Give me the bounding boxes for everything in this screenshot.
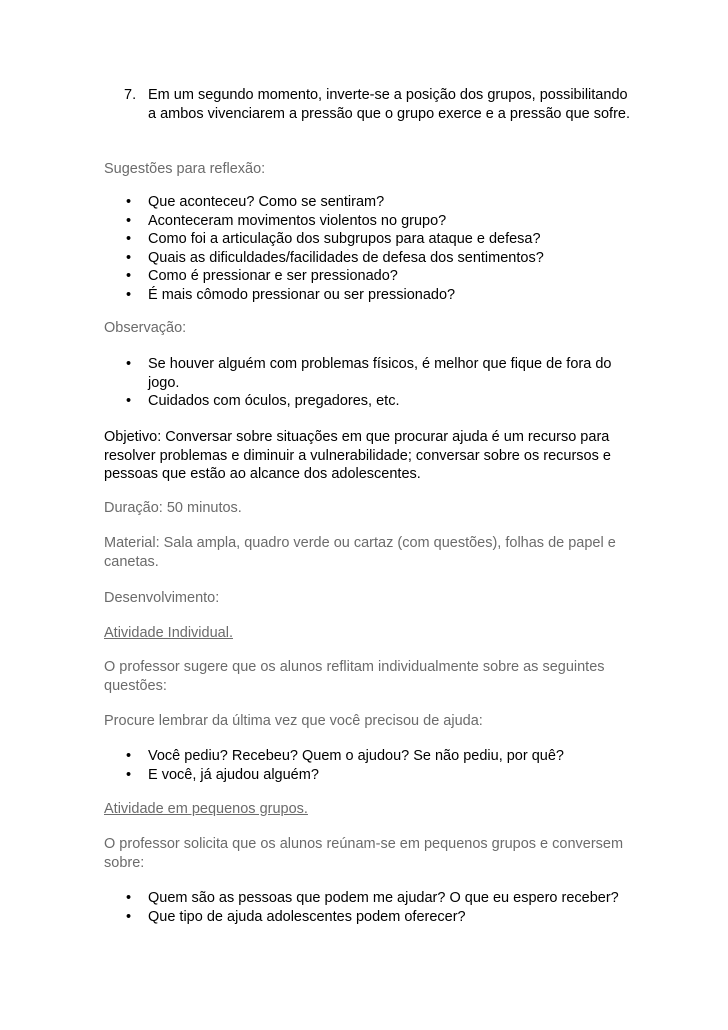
list-item: • Se houver alguém com problemas físicos, é melhor que fique de fora do jogo. <box>126 356 612 391</box>
duration-text: Duração: 50 minutos. <box>104 500 242 516</box>
list-number: 7. <box>124 87 137 103</box>
group-activity-intro: O professor solicita que os alunos reúnam-se em pequenos grupos e conversem sobre: <box>104 836 624 871</box>
list-item-text: Em um segundo momento, inverte-se a posição dos grupos, possibilitando a ambos vivenciarem a pressão que o grupo exerce e a pressão que sofre. <box>148 87 630 122</box>
bullet-icon: • <box>126 286 132 303</box>
numbered-list <box>104 86 634 123</box>
list-item: • Quem são as pessoas que podem me ajudar? O que eu espero receber? <box>126 890 619 906</box>
list-item: • Como foi a articulação dos subgrupos para ataque e defesa? <box>126 231 541 248</box>
list-item: • É mais cômodo pressionar ou ser pressionado? <box>126 286 456 303</box>
bullet-icon: • <box>126 212 132 229</box>
observation-list <box>104 355 634 411</box>
development-heading: Desenvolvimento: <box>104 590 220 606</box>
list-item: • Como é pressionar e ser pressionado? <box>126 268 398 285</box>
list-item: • Cuidados com óculos, pregadores, etc. <box>126 393 400 410</box>
list-item: • Que aconteceu? Como se sentiram? <box>126 194 385 210</box>
bullet-icon: • <box>126 249 132 266</box>
list-item: • Você pediu? Recebeu? Quem o ajudou? Se não pediu, por quê? <box>126 748 564 764</box>
bullet-icon: • <box>126 231 132 248</box>
list-item <box>104 86 634 123</box>
bullet-icon: • <box>126 268 132 285</box>
material-paragraph: Material: Sala ampla, quadro verde ou cartaz (com questões), folhas de papel e canetas. <box>104 535 616 570</box>
reflection-heading: Sugestões para reflexão: <box>104 161 266 177</box>
bullet-icon: • <box>126 194 132 210</box>
reflection-list <box>104 193 634 305</box>
bullet-icon: • <box>126 748 132 764</box>
list-item: • Aconteceram movimentos violentos no grupo? <box>126 212 447 229</box>
bullet-icon: • <box>126 890 132 906</box>
individual-activity-heading: Atividade Individual. <box>104 625 233 641</box>
individual-activity-list <box>104 747 634 784</box>
list-item: • E você, já ajudou alguém? <box>126 766 319 783</box>
group-activity-heading: Atividade em pequenos grupos. <box>104 801 308 817</box>
individual-activity-intro: O professor sugere que os alunos reflitam individualmente sobre as seguintes questões: <box>104 659 605 694</box>
bullet-icon: • <box>126 908 132 925</box>
bullet-icon: • <box>126 393 132 410</box>
individual-activity-prompt: Procure lembrar da última vez que você precisou de ajuda: <box>104 713 483 729</box>
group-activity-list <box>104 889 634 926</box>
objective-paragraph: Objetivo: Conversar sobre situações em que procurar ajuda é um recurso para resolver problemas e diminuir a vulnerabilidade; conversar sobre os recursos e pessoas que estão ao alcance dos adolescentes. <box>104 429 611 483</box>
list-item: • Quais as dificuldades/facilidades de defesa dos sentimentos? <box>126 249 544 266</box>
observation-heading: Observação: <box>104 320 187 336</box>
bullet-icon: • <box>126 766 132 783</box>
bullet-icon: • <box>126 356 132 372</box>
list-item: • Que tipo de ajuda adolescentes podem oferecer? <box>126 908 466 925</box>
